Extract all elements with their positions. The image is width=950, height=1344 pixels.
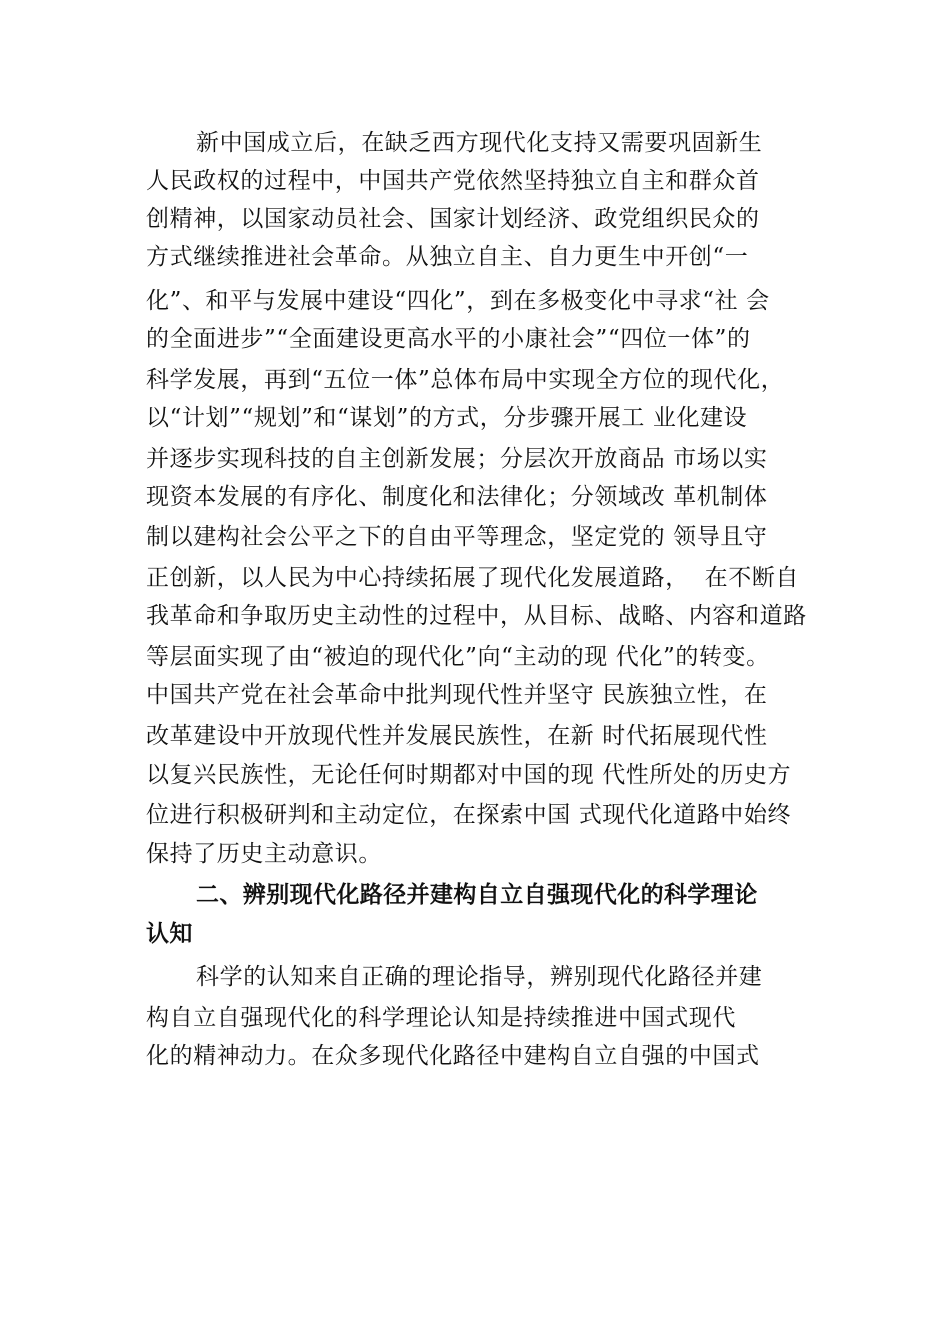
paragraph-1-line: 改革建设中开放现代性并发展民族性，在新 时代拓展现代性 bbox=[146, 723, 768, 749]
paragraph-1-line: 方式继续推进社会革命。从独立自主、自力更生中开创“一 bbox=[146, 244, 749, 270]
paragraph-1-line: 等层面实现了由“被迫的现代化”向“主动的现 代化”的转变。 bbox=[146, 644, 770, 670]
paragraph-1-line: 人民政权的过程中，中国共产党依然坚持独立自主和群众首 bbox=[146, 168, 760, 194]
paragraph-1-line: 保持了历史主动意识。 bbox=[146, 841, 382, 867]
paragraph-1-line: 正创新，以人民为中心持续拓展了现代化发展道路， 在不断自 bbox=[146, 565, 800, 591]
paragraph-1-line: 以复兴民族性，无论任何时期都对中国的现 代性所处的历史方 bbox=[146, 762, 792, 788]
paragraph-1-line: 科学发展，再到“五位一体”总体布局中实现全方位的现代化， bbox=[146, 367, 785, 393]
paragraph-1-line: 以“计划”“规划”和“谋划”的方式，分步骤开展工 业化建设 bbox=[146, 405, 748, 431]
paragraph-1-line: 新中国成立后，在缺乏西方现代化支持又需要巩固新生 bbox=[196, 130, 763, 156]
paragraph-1-line: 现资本发展的有序化、制度化和法律化；分领域改 革机制体 bbox=[146, 484, 768, 510]
paragraph-1-line: 制以建构社会公平之下的自由平等理念，坚定党的 领导且守 bbox=[146, 524, 768, 550]
paragraph-1-line: 的全面进步”“全面建设更高水平的小康社会”“四位一体”的 bbox=[146, 326, 751, 352]
paragraph-1-line: 创精神，以国家动员社会、国家计划经济、政党组织民众的 bbox=[146, 206, 760, 232]
paragraph-1-line: 中国共产党在社会革命中批判现代性并坚守 民族独立性，在 bbox=[146, 682, 768, 708]
section-heading-line: 认知 bbox=[146, 921, 193, 947]
paragraph-2-line: 科学的认知来自正确的理论指导，辨别现代化路径并建 bbox=[196, 964, 763, 990]
section-heading-line: 二、辨别现代化路径并建构自立自强现代化的科学理论 bbox=[196, 882, 758, 908]
paragraph-1-line: 我革命和争取历史主动性的过程中，从目标、战略、内容和道路 bbox=[146, 603, 807, 629]
paragraph-1-line: 并逐步实现科技的自主创新发展；分层次开放商品 市场以实 bbox=[146, 446, 768, 472]
paragraph-1-line: 化”、和平与发展中建设“四化”，到在多极变化中寻求“社 会 bbox=[146, 288, 770, 314]
paragraph-2-line: 构自立自强现代化的科学理论认知是持续推进中国式现代 bbox=[146, 1005, 736, 1031]
paragraph-1-line: 位进行积极研判和主动定位，在探索中国 式现代化道路中始终 bbox=[146, 802, 792, 828]
paragraph-2-line: 化的精神动力。在众多现代化路径中建构自立自强的中国式 bbox=[146, 1043, 760, 1069]
